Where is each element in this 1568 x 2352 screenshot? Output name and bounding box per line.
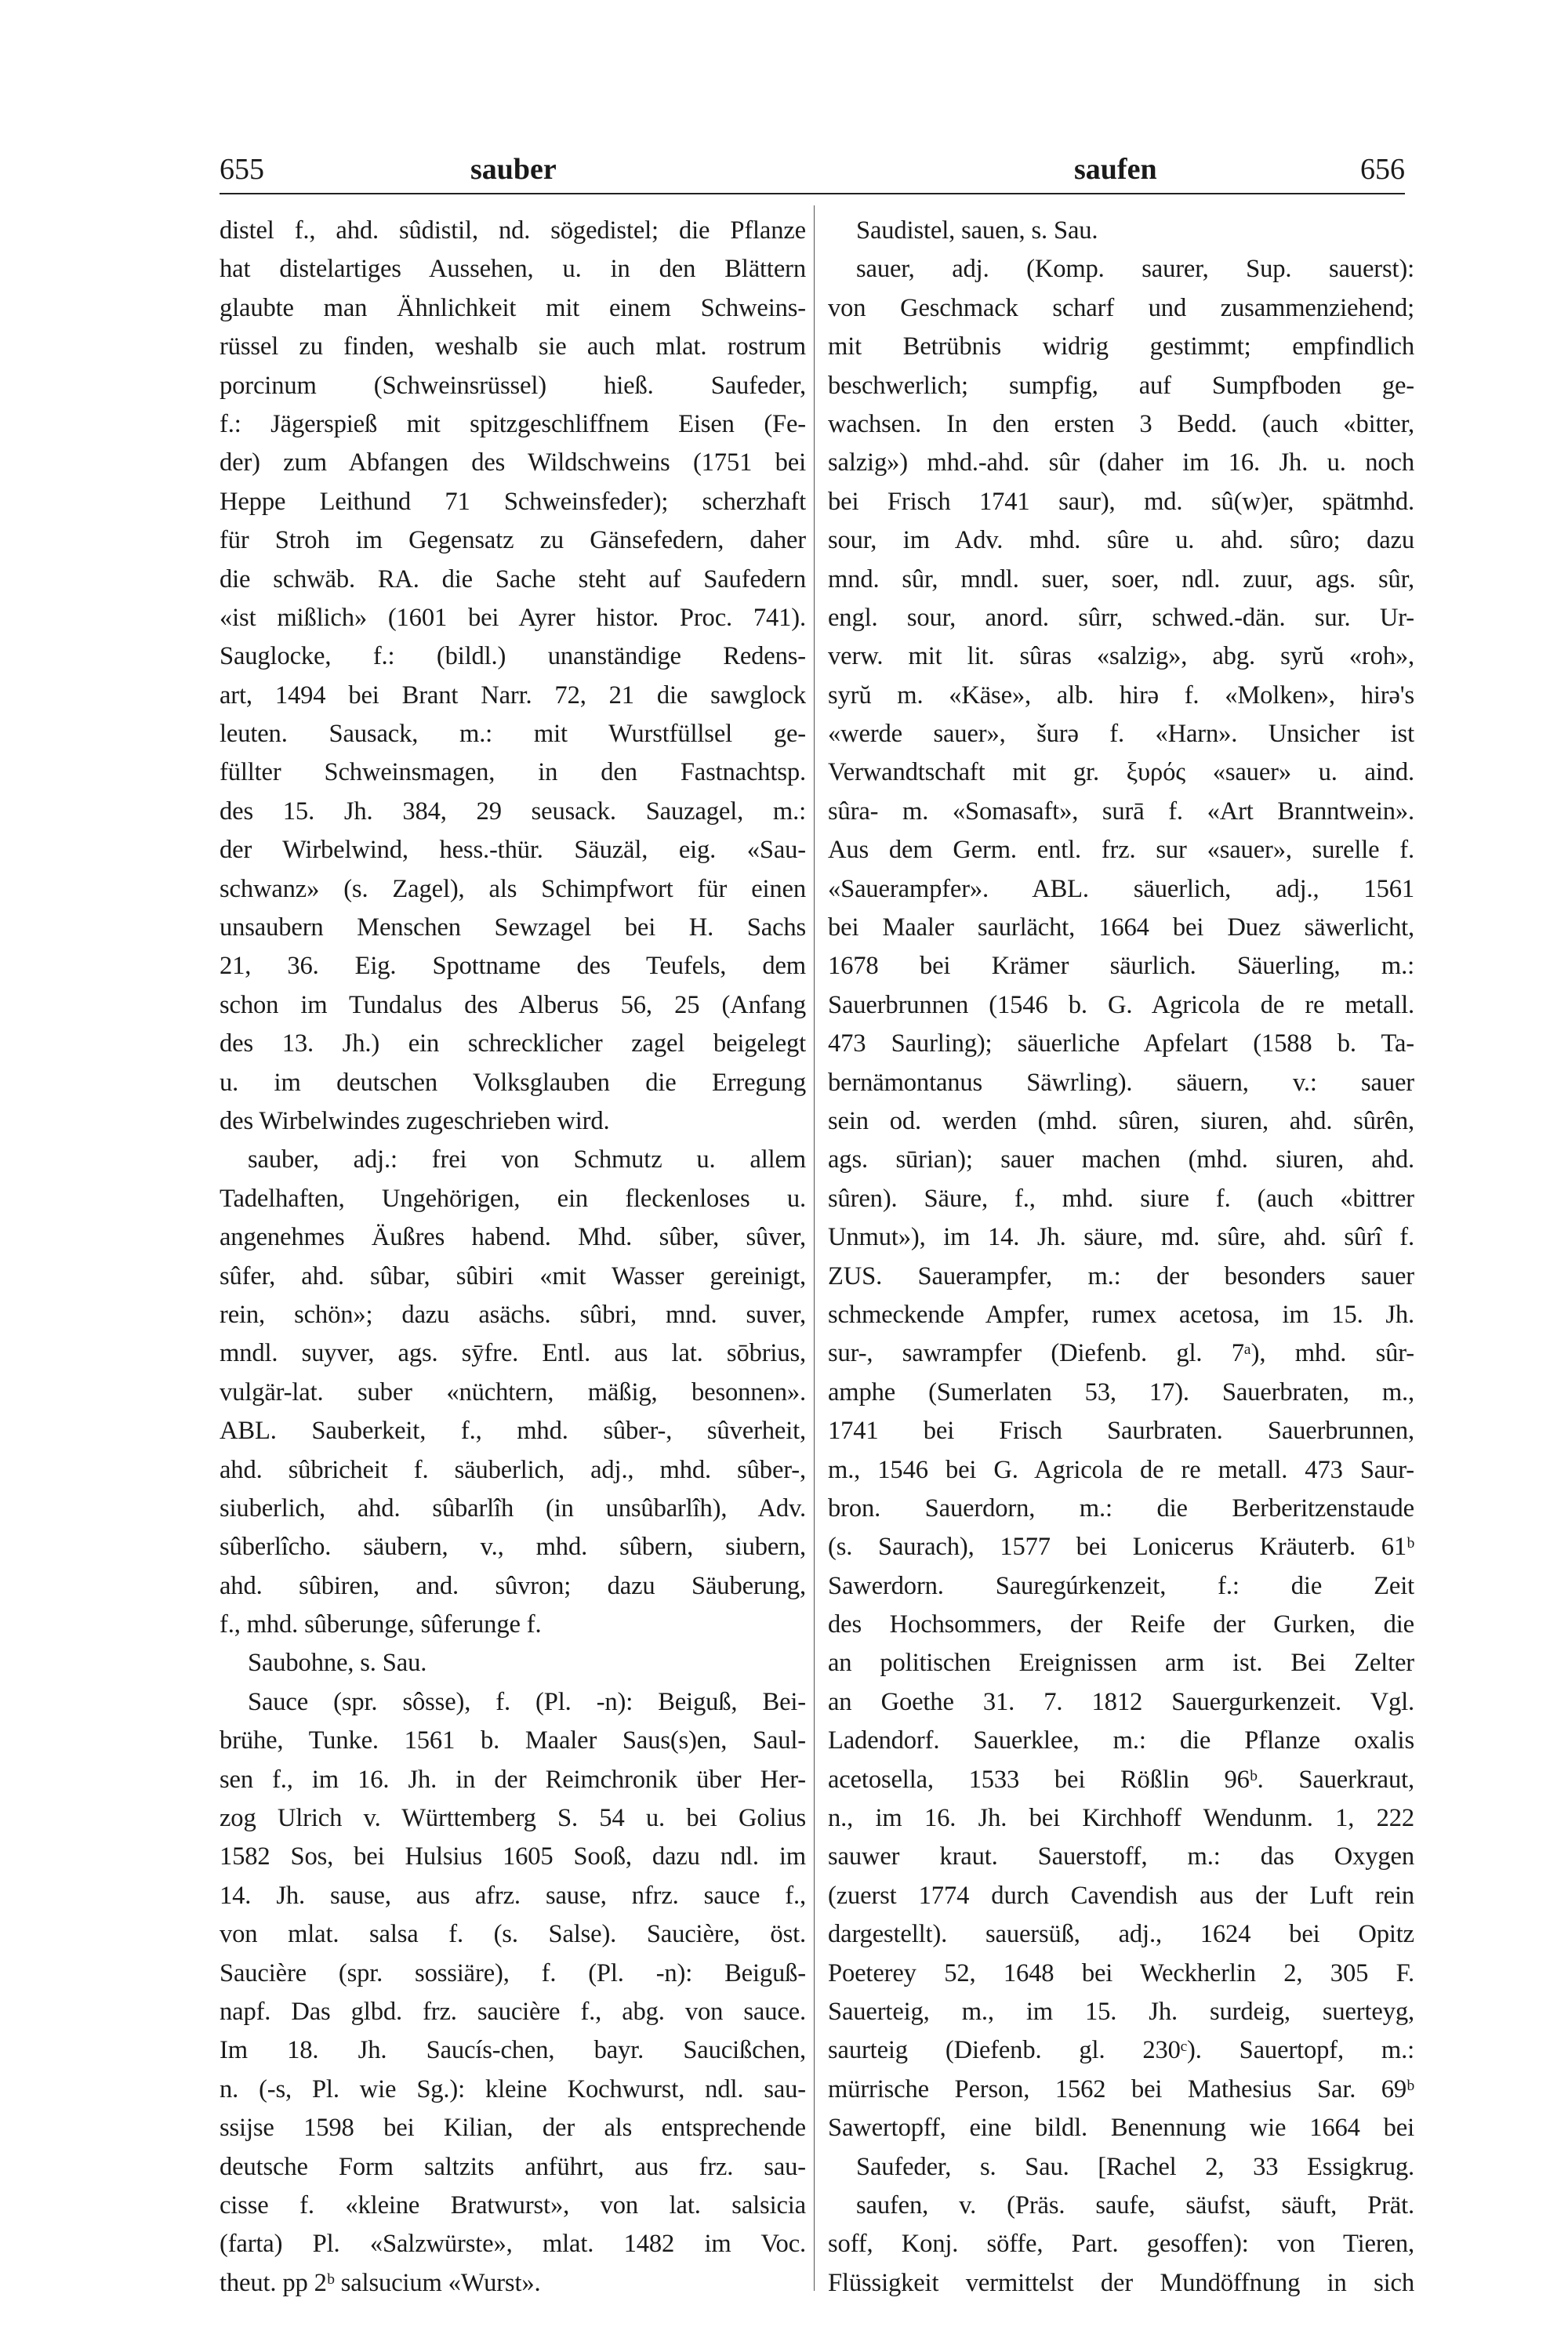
text-line: saurteig (Diefenb. gl. 230ᶜ). Sauertopf, m.:: [828, 2036, 1414, 2065]
text-line: sur-, sawrampfer (Diefenb. gl. 7ᵃ), mhd. sûr-: [828, 1339, 1414, 1368]
text-line: von mlat. salsa f. (s. Salse). Saucière, öst.: [220, 1920, 806, 1949]
text-line: an politischen Ereignissen arm ist. Bei Zelter: [828, 1649, 1414, 1678]
text-line: sein od. werden (mhd. sûren, siuren, ahd. sûrên,: [828, 1106, 1414, 1135]
text-line: Saudistel, sauen, s. Sau.: [856, 216, 1098, 245]
text-line: f.: Jägerspieß mit spitzgeschliffnem Eisen (Fe-: [220, 409, 806, 438]
text-line: Poeterey 52, 1648 bei Weckherlin 2, 305 F.: [828, 1958, 1414, 1987]
text-line: ABL. Sauberkeit, f., mhd. sûber-, sûverheit,: [220, 1417, 806, 1446]
text-line: an Goethe 31. 7. 1812 Sauergurkenzeit. Vgl.: [828, 1687, 1414, 1716]
text-line: distel f., ahd. sûdistil, nd. sögedistel; die Pflanze: [220, 216, 806, 245]
text-line: wachsen. In den ersten 3 Bedd. (auch «bitter,: [828, 409, 1414, 438]
text-line: ZUS. Sauerampfer, m.: der besonders sauer: [828, 1261, 1414, 1290]
text-line: sour, im Adv. mhd. sûre u. ahd. sûro; dazu: [828, 526, 1414, 555]
text-line: des Wirbelwindes zugeschrieben wird.: [220, 1106, 610, 1135]
text-line: Sauerteig, m., im 15. Jh. surdeig, suerteyg,: [828, 1997, 1414, 2026]
text-line: vulgär-lat. suber «nüchtern, mäßig, besonnen».: [220, 1377, 806, 1406]
text-line: rein, schön»; dazu asächs. sûbri, mnd. suver,: [220, 1300, 806, 1329]
text-line: «Sauerampfer». ABL. säuerlich, adj., 1561: [828, 874, 1414, 903]
text-line: bernämontanus Säwrling). säuern, v.: sauer: [828, 1068, 1414, 1097]
text-line: mnd. sûr, mndl. suer, soer, ndl. zuur, ags. sûr,: [828, 564, 1414, 593]
text-line: von Geschmack scharf und zusammenziehend;: [828, 293, 1414, 322]
text-line: 14. Jh. sause, aus afrz. sause, nfrz. sauce f.,: [220, 1881, 806, 1910]
text-line: n., im 16. Jh. bei Kirchhoff Wendunm. 1, 222: [828, 1804, 1414, 1833]
left-column: [220, 212, 806, 2297]
text-line: (farta) Pl. «Salzwürste», mlat. 1482 im Voc.: [220, 2230, 806, 2259]
page-number-left: 655: [220, 153, 264, 186]
headword-right: saufen: [1074, 153, 1157, 186]
text-line: Im 18. Jh. Saucís-chen, bayr. Saucißchen,: [220, 2036, 806, 2065]
text-line: art, 1494 bei Brant Narr. 72, 21 die sawglock: [220, 681, 806, 710]
text-line: cisse f. «kleine Bratwurst», von lat. salsicia: [220, 2190, 806, 2220]
text-line: 1741 bei Frisch Saurbraten. Sauerbrunnen,: [828, 1417, 1414, 1446]
text-line: mndl. suyver, ags. sȳfre. Entl. aus lat. sōbrius,: [220, 1339, 806, 1368]
text-line: rüssel zu finden, weshalb sie auch mlat. rostrum: [220, 332, 806, 361]
text-line: sauer, adj. (Komp. saurer, Sup. sauerst):: [856, 255, 1414, 284]
text-line: dargestellt). sauersüß, adj., 1624 bei Opitz: [828, 1920, 1414, 1949]
text-line: mürrische Person, 1562 bei Mathesius Sar. 69ᵇ: [828, 2074, 1414, 2103]
text-line: Aus dem Germ. entl. frz. sur «sauer», surelle f.: [828, 836, 1414, 865]
text-line: sauwer kraut. Sauerstoff, m.: das Oxygen: [828, 1842, 1414, 1871]
text-line: der Wirbelwind, hess.-thür. Säuzäl, eig. «Sau-: [220, 836, 806, 865]
text-line: sûra- m. «Somasaft», surā f. «Art Branntwein».: [828, 797, 1414, 826]
text-line: saufen, v. (Präs. saufe, säufst, säuft, Prät.: [856, 2190, 1414, 2220]
text-line: bei Maaler saurlächt, 1664 bei Duez säwerlicht,: [828, 913, 1414, 942]
text-line: theut. pp 2ᵇ salsucium «Wurst».: [220, 2268, 541, 2297]
headword-left: sauber: [470, 153, 557, 186]
text-line: hat distelartiges Aussehen, u. in den Blättern: [220, 255, 806, 284]
text-line: f., mhd. sûberunge, sûferunge f.: [220, 1610, 542, 1639]
running-header: [220, 147, 1405, 194]
text-line: die schwäb. RA. die Sache steht auf Saufedern: [220, 564, 806, 593]
text-line: «ist mißlich» (1601 bei Ayrer histor. Proc. 741).: [220, 603, 806, 632]
text-line: Ladendorf. Sauerklee, m.: die Pflanze oxalis: [828, 1726, 1414, 1755]
text-line: syrŭ m. «Käse», alb. hirə f. «Molken», hirə's: [828, 681, 1414, 710]
page-number-right: 656: [1360, 153, 1405, 186]
text-line: 1582 Sos, bei Hulsius 1605 Sooß, dazu ndl. im: [220, 1842, 806, 1871]
text-line: amphe (Sumerlaten 53, 17). Sauerbraten, m.,: [828, 1377, 1414, 1406]
text-line: ags. sūrian); sauer machen (mhd. siuren, ahd.: [828, 1145, 1414, 1174]
text-line: Saubohne, s. Sau.: [248, 1649, 427, 1678]
text-line: sen f., im 16. Jh. in der Reimchronik über Her-: [220, 1765, 806, 1794]
text-line: ahd. sûbricheit f. säuberlich, adj., mhd. sûber-,: [220, 1455, 806, 1484]
text-line: Sauglocke, f.: (bildl.) unanständige Redens-: [220, 642, 806, 671]
text-line: Unmut»), im 14. Jh. säure, md. sûre, ahd. sûrî f.: [828, 1223, 1414, 1252]
text-line: Flüssigkeit vermittelst der Mundöffnung in sich: [828, 2268, 1414, 2297]
text-line: verw. mit lit. sûras «salzig», abg. syrŭ «roh»,: [828, 642, 1414, 671]
text-line: sûfer, ahd. sûbar, sûbiri «mit Wasser gereinigt,: [220, 1261, 806, 1290]
text-line: (zuerst 1774 durch Cavendish aus der Luft rein: [828, 1881, 1414, 1910]
text-line: ahd. sûbiren, and. sûvron; dazu Säuberung,: [220, 1571, 806, 1600]
text-line: sûberlîcho. säubern, v., mhd. sûbern, siubern,: [220, 1533, 806, 1562]
text-line: beschwerlich; sumpfig, auf Sumpfboden ge-: [828, 371, 1414, 400]
text-line: unsaubern Menschen Sewzagel bei H. Sachs: [220, 913, 806, 942]
right-column: [828, 212, 1414, 2297]
text-line: des 15. Jh. 384, 29 seusack. Sauzagel, m.:: [220, 797, 806, 826]
text-line: bron. Sauerdorn, m.: die Berberitzenstaude: [828, 1494, 1414, 1523]
text-line: u. im deutschen Volksglauben die Erregung: [220, 1068, 806, 1097]
text-line: sauber, adj.: frei von Schmutz u. allem: [248, 1145, 806, 1174]
text-line: sûren). Säure, f., mhd. siure f. (auch «bittrer: [828, 1184, 1414, 1213]
text-line: bei Frisch 1741 saur), md. sû(w)er, spätmhd.: [828, 487, 1414, 516]
text-line: 21, 36. Eig. Spottname des Teufels, dem: [220, 952, 806, 981]
column-divider: [814, 205, 815, 2291]
text-line: angenehmes Äußres habend. Mhd. sûber, sûver,: [220, 1223, 806, 1252]
text-line: napf. Das glbd. frz. saucière f., abg. von sauce.: [220, 1997, 806, 2026]
text-line: schon im Tundalus des Alberus 56, 25 (Anfang: [220, 990, 806, 1019]
text-line: (s. Saurach), 1577 bei Lonicerus Kräuterb. 61ᵇ: [828, 1533, 1414, 1562]
text-line: Sawerdorn. Sauregúrkenzeit, f.: die Zeit: [828, 1571, 1414, 1600]
text-line: salzig») mhd.-ahd. sûr (daher im 16. Jh. u. noch: [828, 448, 1414, 477]
text-line: der) zum Abfangen des Wildschweins (1751 bei: [220, 448, 806, 477]
text-line: Saucière (spr. sossiäre), f. (Pl. -n): Beiguß-: [220, 1958, 806, 1987]
text-line: «werde sauer», šurə f. «Harn». Unsicher ist: [828, 720, 1414, 749]
text-line: mit Betrübnis widrig gestimmt; empfindlich: [828, 332, 1414, 361]
text-line: m., 1546 bei G. Agricola de re metall. 473 Saur-: [828, 1455, 1414, 1484]
text-line: des Hochsommers, der Reife der Gurken, die: [828, 1610, 1414, 1639]
text-line: glaubte man Ähnlichkeit mit einem Schweins-: [220, 293, 806, 322]
text-line: schmeckende Ampfer, rumex acetosa, im 15. Jh.: [828, 1300, 1414, 1329]
text-line: Verwandtschaft mit gr. ξυρός «sauer» u. aind.: [828, 758, 1414, 787]
text-line: acetosella, 1533 bei Rößlin 96ᵇ. Sauerkraut,: [828, 1765, 1414, 1794]
text-line: Saufeder, s. Sau. [Rachel 2, 33 Essigkrug.: [856, 2152, 1414, 2181]
text-line: des 13. Jh.) ein schrecklicher zagel beigelegt: [220, 1029, 806, 1058]
text-line: Heppe Leithund 71 Schweinsfeder); scherzhaft: [220, 487, 806, 516]
text-line: ssijse 1598 bei Kilian, der als entsprechende: [220, 2114, 806, 2143]
text-line: Tadelhaften, Ungehörigen, ein fleckenloses u.: [220, 1184, 806, 1213]
text-line: leuten. Sausack, m.: mit Wurstfüllsel ge-: [220, 720, 806, 749]
text-line: engl. sour, anord. sûrr, schwed.-dän. sur. Ur-: [828, 603, 1414, 632]
text-line: deutsche Form saltzits anführt, aus frz. sau-: [220, 2152, 806, 2181]
text-line: brühe, Tunke. 1561 b. Maaler Saus(s)en, Saul-: [220, 1726, 806, 1755]
text-line: zog Ulrich v. Württemberg S. 54 u. bei Golius: [220, 1804, 806, 1833]
text-line: 473 Saurling); säuerliche Apfelart (1588 b. Ta-: [828, 1029, 1414, 1058]
text-line: soff, Konj. söffe, Part. gesoffen): von Tieren,: [828, 2230, 1414, 2259]
text-line: Sauce (spr. sôsse), f. (Pl. -n): Beiguß, Bei-: [248, 1687, 806, 1716]
text-line: füllter Schweinsmagen, in den Fastnachtsp.: [220, 758, 806, 787]
text-line: schwanz» (s. Zagel), als Schimpfwort für einen: [220, 874, 806, 903]
text-line: Sawertopff, eine bildl. Benennung wie 1664 bei: [828, 2114, 1414, 2143]
text-line: n. (-s, Pl. wie Sg.): kleine Kochwurst, ndl. sau-: [220, 2074, 806, 2103]
text-line: siuberlich, ahd. sûbarlîh (in unsûbarlîh), Adv.: [220, 1494, 806, 1523]
text-line: 1678 bei Krämer säurlich. Säuerling, m.:: [828, 952, 1414, 981]
text-line: porcinum (Schweinsrüssel) hieß. Saufeder,: [220, 371, 806, 400]
text-line: Sauerbrunnen (1546 b. G. Agricola de re metall.: [828, 990, 1414, 1019]
text-line: für Stroh im Gegensatz zu Gänsefedern, daher: [220, 526, 806, 555]
